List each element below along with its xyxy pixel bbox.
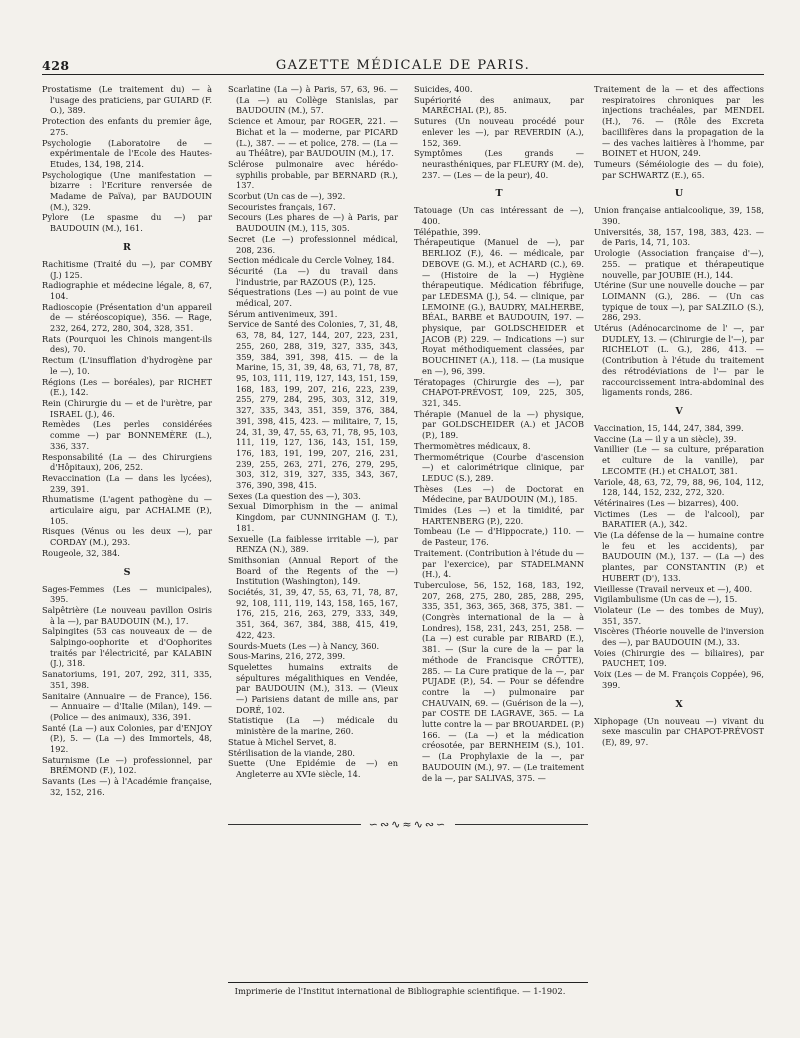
index-entry: Secouristes français, 167. <box>228 201 336 212</box>
index-entry: Pylore (Le spasme du —) par BAUDOUIN (M.), 161. <box>42 212 212 234</box>
index-entry: Sous-Marins, 216, 272, 399. <box>228 651 346 662</box>
index-entry: Voix (Les — de M. François Coppée), 96, 399. <box>594 669 764 690</box>
index-entry: Sexes (La question des —), 303. <box>228 490 361 501</box>
index-entry: Sutures (Un nouveau procédé pour enlever les —), par REVERDIN (A.), 152, 369. <box>414 116 584 148</box>
index-entry: Vaccine (La — il y a un siècle), 39. <box>594 433 737 444</box>
index-entry: Protection des enfants du premier âge, 275. <box>42 116 212 137</box>
section-letter: U <box>674 188 684 200</box>
index-entry: Rein (Chirurgie du — et de l'urètre, par ISRAEL (J.), 46. <box>42 397 212 419</box>
index-entry: Tératopages (Chirurgie des —), par CHAPOT-PRÉVOST, 109, 225, 305, 321, 345. <box>414 376 584 408</box>
index-entry: Séquestrations (Les —) au point de vue médical, 207. <box>228 287 398 309</box>
index-entry: Savants (Les —) à l'Académie française, 32, 152, 216. <box>42 776 212 797</box>
index-entry: Suette (Une Epidémie de —) en Angleterre au XVIe siècle, 14. <box>228 758 398 779</box>
index-entry: Sourds-Muets (Les —) à Nancy, 360. <box>228 640 380 651</box>
index-entry: Rachitisme (Traité du —), par COMBY (J.) 125. <box>42 258 212 280</box>
ornament-flourish: ∽∾∿≈∿∾∽ <box>368 817 448 831</box>
index-entry: Sociétés, 31, 39, 47, 55, 63, 71, 78, 87, 92, 108, 111, 119, 143, 158, 165, 167, 176, 215, 216, 263, 279, 333, 349, 351, 364, 367, 384, 388, 415, 419, 422, 423. <box>228 587 398 640</box>
index-entry: Thermométrique (Courbe d'ascension —) et calorimétrique clinique, par LEDUC (S.), 289. <box>414 451 584 483</box>
index-entry: Tumeurs (Séméiologie des — du foie), par SCHWARTZ (E.), 65. <box>594 158 764 180</box>
index-entry: Saturnisme (Le —) professionnel, par BRÉMOND (F.), 102. <box>42 754 212 776</box>
ornament-line-left <box>228 824 361 825</box>
index-column-3 <box>414 84 584 783</box>
index-entry: Sclérose pulmonaire avec hérédo-syphilis probable, par BERNARD (R.), 137. <box>228 158 398 191</box>
index-entry: Urologie (Association française d'—), 255. — pratique et thérapeutique nouvelle, par JOUBIE (H.), 144. <box>594 248 764 280</box>
index-entry: Vieillesse (Travail nerveux et —), 400. <box>594 583 753 594</box>
index-entry: Vigilambulisme (Un cas de —), 15. <box>594 594 738 605</box>
index-entry: Service de Santé des Colonies, 7, 31, 48, 63, 78, 84, 127, 144, 207, 223, 231, 255, 260, 288, 319, 327, 335, 343, 359, 384, 391, 398, 415. — de la Marine, 15, 31, 39, 48, 63, 71, 78, 87, 95, 103, 111, 119, 127, 143, 151, 159, 168, 183, 199, 207, 216, 223, 239, 255, 279, 284, 295, 303, 312, 319, 327, 335, 343, 351, 359, 376, 384, 391, 398, 415, 423. — militaire, 7, 15, 24, 31, 39, 47, 55, 63, 71, 78, 95, 103, 111, 119, 127, 136, 143, 151, 159, 176, 183, 191, 199, 207, 216, 231, 239, 255, 263, 271, 276, 279, 295, 303, 312, 319, 327, 335, 343, 367, 376, 390, 398, 415. <box>228 319 398 491</box>
section-letter: V <box>675 405 683 417</box>
index-entry: Scorbut (Un cas de —), 392. <box>228 191 346 202</box>
index-entry: Timides (Les —) et la timidité, par HARTENBERG (P.), 220. <box>414 505 584 526</box>
index-entry: Responsabilité (La — des Chirurgiens d'Hôpitaux), 206, 252. <box>42 451 212 473</box>
page-header <box>42 58 764 72</box>
index-entry: Radioscopie (Présentation d'un appareil de — stéréoscopique), 356. — Rage, 232, 264, 272, 280, 304, 328, 351. <box>42 301 212 334</box>
index-entry: Secret (Le —) professionnel médical, 208, 236. <box>228 233 398 255</box>
section-letter: S <box>123 566 131 578</box>
index-entry: Rhumatisme (L'agent pathogène du — articulaire aigu, par ACHALME (P.), 105. <box>42 494 212 526</box>
index-entry: Thèses (Les —) de Doctorat en Médecine, par BAUDOUIN (M.), 185. <box>414 483 584 505</box>
index-entry: Statistique (La —) médicale du ministère de la marine, 260. <box>228 715 398 737</box>
journal-title: GAZETTE MÉDICALE DE PARIS. <box>275 58 531 73</box>
printer-imprint: Imprimerie de l'Institut international de Bibliographie scientifique. — 1-1902. <box>234 986 566 996</box>
index-entry: Squelettes humains extraits de sépultures mégalithiques en Vendée, par BAUDOUIN (M.), 313. — (Vieux —) Parisiens datant de mille ans, par DORÉ, 102. <box>228 661 398 715</box>
index-entry: Viscères (Théorie nouvelle de l'inversion des —), par BAUDOUIN (M.), 33. <box>594 626 764 648</box>
index-entry: Santé (La —) aux Colonies, par d'ENJOY (P.), 5. — (La —) des Immortels, 48, 192. <box>42 722 212 755</box>
index-entry: Salpêtrière (Le nouveau pavillon Osiris à la —), par BAUDOUIN (M.), 17. <box>42 604 212 626</box>
index-entry: Tombeau (Le — d'Hippocrate,) 110. — de Pasteur, 176. <box>414 526 584 548</box>
footer-rule <box>228 982 588 983</box>
section-letter: T <box>495 188 503 200</box>
index-column-1 <box>42 84 212 798</box>
index-entry: Tatouage (Un cas intéressant de —), 400. <box>414 205 584 227</box>
index-entry: Psychologie (Laboratoire de — expérimentale de l'Ecole des Hautes-Etudes, 134, 198, 214. <box>42 137 212 169</box>
index-entry: Supériorité des animaux, par MARÉCHAL (P.), 85. <box>414 94 584 116</box>
index-entry: Rats (Pourquoi les Chinois mangent-ils des), 70. <box>42 333 212 355</box>
index-entry: Sexuelle (La faiblesse irritable —), par RENZA (N.), 389. <box>228 533 398 555</box>
index-entry: Variole, 48, 63, 72, 79, 88, 96, 104, 112, 128, 144, 152, 232, 272, 320. <box>594 476 764 498</box>
section-letter: X <box>675 698 683 710</box>
index-entry: Thérapie (Manuel de la —) physique, par GOLDSCHEIDER (A.) et JACOB (P.), 189. <box>414 408 584 441</box>
ornament-line-right <box>455 824 588 825</box>
index-entry: Sexual Dimorphism in the — animal Kingdom, par CUNNINGHAM (J. T.), 181. <box>228 501 398 533</box>
index-entry: Prostatisme (Le traitement du) — à l'usage des praticiens, par GUIARD (F. O.), 389. <box>42 84 212 116</box>
index-entry: Salpingites (53 cas nouveaux de — de Salpingo-oophorite et d'Oophorites traités par l'électricité, par KALABIN (J.), 318. <box>42 626 212 669</box>
index-entry: Psychologique (Une manifestation — bizarre : l'Ecriture renversée de Madame de Païva), par BAUDOUIN (M.), 329. <box>42 169 212 212</box>
index-entry: Scarlatine (La —) à Paris, 57, 63, 96. — (La —) au Collège Stanislas, par BAUDOUIN (M.), 57. <box>228 84 398 116</box>
index-entry: Sages-Femmes (Les — municipales), 395. <box>42 583 212 605</box>
index-column-2 <box>228 84 398 780</box>
index-entry: Smithsonian (Annual Report of the Board of the Regents of the —) Institution (Washington), 149. <box>228 554 398 587</box>
index-entry: Thermomètres médicaux, 8. <box>414 440 531 451</box>
index-entry: Télépathie, 399. <box>414 226 481 237</box>
index-entry: Sanatoriums, 191, 207, 292, 311, 335, 351, 398. <box>42 669 212 690</box>
page-number: 428 <box>42 58 70 73</box>
index-entry: Tuberculose, 56, 152, 168, 183, 192, 207, 268, 275, 280, 285, 288, 295, 335, 351, 363, 365, 368, 375, 381. — (Congrès international de la — à Londres), 158, 231, 243, 251, 258. — (La —) est curable par RIBARD (E.), 381. — (Sur la cure de la — par la méthode de Francisque CRÔTTE), 285. — La Cure pratique de la —, par PUJADE (P.), 54. — Pour se défendre contre la —) pulmonaire par CHAUVAIN, 69. — (Guérison de la —), par COSTE DE LAGRAVE, 365. — La lutte contre la — par BROUARDEL (P.) 166. — (La —) et la médication créosotée, par BERNHEIM (S.), 101. — (La Prophylaxie de la —, par BAUDOUIN (M.), 97. — (Le traitement de la —, par SALIVAS, 375. — <box>414 579 584 783</box>
index-entry: Rectum (L'insufflation d'hydrogène par le —), 10. <box>42 355 212 376</box>
index-entry: Statue à Michel Servet, 8. <box>228 736 337 747</box>
end-ornament <box>228 818 588 830</box>
index-entry: Sérum antivenimeux, 391. <box>228 308 338 319</box>
index-entry: Section médicale du Cercle Volney, 184. <box>228 255 395 266</box>
index-entry: Suicides, 400. <box>414 84 473 94</box>
index-entry: Sécurité (La —) du travail dans l'industrie, par RAZOUS (P.), 125. <box>228 265 398 287</box>
index-entry: Rougeole, 32, 384. <box>42 547 120 558</box>
index-entry: Stérilisation de la viande, 280. <box>228 747 356 758</box>
index-entry: Traitement. (Contribution à l'étude du — par l'exercice), par STADELMANN (H.), 4. <box>414 547 584 580</box>
index-entry: Régions (Les — boréales), par RICHET (E.), 142. <box>42 376 212 398</box>
index-entry: Science et Amour, par ROGER, 221. — Bichat et la — moderne, par PICARD (L.), 387. — — et police, 278. — (La — au Théâtre), par BAUDOUIN (M.), 17. <box>228 116 398 159</box>
header-rule <box>42 74 764 75</box>
index-entry: Risques (Vénus ou les deux —), par CORDAY (M.), 293. <box>42 526 212 548</box>
index-entry: Xiphopage (Un nouveau —) vivant du sexe masculin par CHAPOT-PRÉVOST (E), 89, 97. <box>594 715 764 747</box>
index-entry: Vétérinaires (Les — bizarres), 400. <box>594 497 739 508</box>
index-entry: Secours (Les phares de —) à Paris, par BAUDOUIN (M.), 115, 305. <box>228 212 398 234</box>
index-entry: Victimes (Les — de l'alcool), par BARATIER (A.), 342. <box>594 508 764 530</box>
index-entry: Traitement de la — et des affections respiratoires chroniques par les injections trachéales, par MENDEL (H.), 76. — (Rôle des Excreta bacillifères dans la propagation de la — des vaches laitières à l'homme, par BOINET et HUON, 249. <box>594 84 764 159</box>
index-entry: Vanillier (Le — sa culture, préparation et culture de la vanille), par LECOMTE (H.) et CHALOT, 381. <box>594 444 764 476</box>
index-column-4 <box>594 84 764 748</box>
index-entry: Universités, 38, 157, 198, 383, 423. — de Paris, 14, 71, 103. <box>594 226 764 248</box>
index-entry: Remèdes (Les perles considérées comme —) par BONNEMÈRE (L.), 336, 337. <box>42 419 212 451</box>
index-entry: Violateur (Le — des tombes de Muy), 351, 357. <box>594 604 764 626</box>
index-entry: Voies (Chirurgie des — biliaires), par PAUCHET, 109. <box>594 647 764 669</box>
index-entry: Utérus (Adénocarcinome de l' —, par DUDLEY, 13. — (Chirurgie de l'—), par RICHELOT (L. G.), 286, 413. — (Contribution à l'étude du traitement des rétrodéviations de l'— par le raccourcissement intra-abdominal des ligaments ronds, 286. <box>594 323 764 398</box>
section-letter: R <box>123 241 131 253</box>
index-entry: Revaccination (La — dans les lycées), 239, 391. <box>42 472 212 494</box>
index-entry: Utérine (Sur une nouvelle douche — par LOIMANN (G.), 286. — (Un cas typique de toux —), par SALZILO (S.), 286, 293. <box>594 280 764 323</box>
index-entry: Radiographie et médecine légale, 8, 67, 104. <box>42 280 212 301</box>
index-entry: Vie (La défense de la — humaine contre le feu et les accidents), par BAUDOUIN (M.), 137. — (La —) des plantes, par CONSTANTIN (P.) et HUBERT (D'), 133. <box>594 530 764 583</box>
index-entry: Symptômes (Les grands — neurasthéniques, par FLEURY (M. de), 237. — (Les — de la peur), 40. <box>414 148 584 180</box>
index-entry: Union française antialcoolique, 39, 158, 390. <box>594 205 764 227</box>
index-entry: Sanitaire (Annuaire — de France), 156. — Annuaire — d'Italie (Milan), 149. — (Police — des animaux), 336, 391. <box>42 690 212 722</box>
index-entry: Vaccination, 15, 144, 247, 384, 399. <box>594 422 744 433</box>
index-entry: Thérapeutique (Manuel de —), par BERLIOZ (F.), 46. — médicale, par DEBOVE (G. M.), et ACHARD (C.), 69. — (Histoire de la —) Hygiène thérapeutique. Médication fébrifuge, par LEDESMA (J.), 54. — clinique, par LEMOINE (G.), BAUDRY, MALHERBE, BÉAL, BARBE et BAUDOUIN, 197. — physique, par GOLDSCHEIDER et JACOB (P.) 229. — Indications —) sur Royat méthodiquement classées, par BOUCHINET (A.), 118. — (La musique en —), 96, 399. <box>414 237 584 376</box>
